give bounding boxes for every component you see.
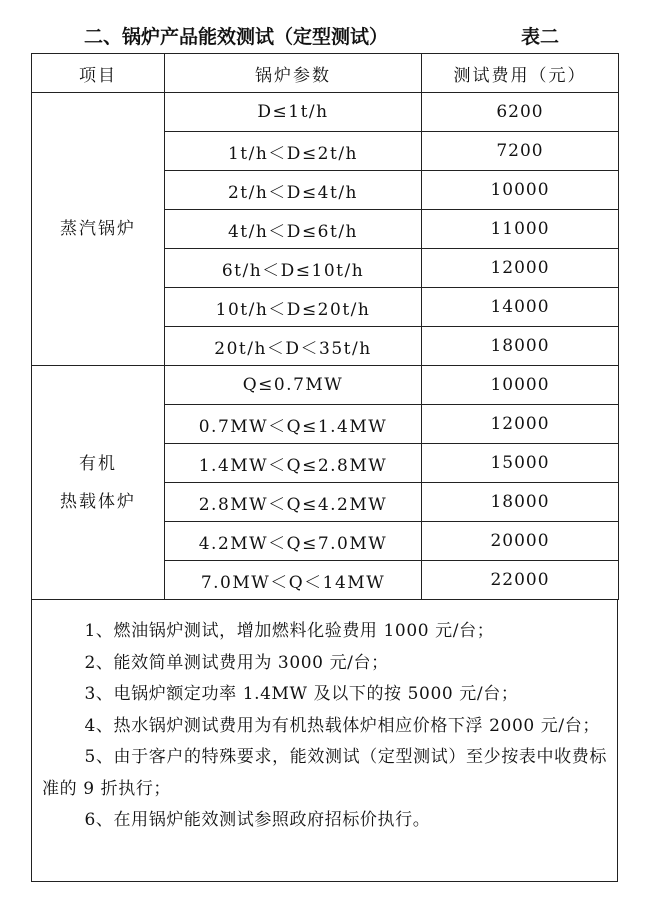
table-row (32, 93, 619, 132)
fee-cell: 6200 (422, 93, 619, 132)
param-cell: 4t/h＜D≤6t/h (165, 210, 422, 249)
header-test-fee: 测试费用（元） (422, 54, 619, 93)
fee-cell: 18000 (422, 483, 619, 522)
fee-table (31, 53, 619, 600)
note-item: 1、燃油锅炉测试，增加燃料化验费用 1000 元/台； (84, 621, 495, 641)
param-cell: 20t/h＜D＜35t/h (165, 327, 422, 366)
param-cell: Q≤0.7MW (165, 366, 422, 405)
fee-cell: 12000 (422, 405, 619, 444)
param-cell: 0.7MW＜Q≤1.4MW (165, 405, 422, 444)
page-title: 二、锅炉产品能效测试（定型测试） (84, 26, 389, 48)
group-label-steam-boiler (32, 93, 165, 366)
note-item: 4、热水锅炉测试费用为有机热载体炉相应价格下浮 2000 元/台； (84, 715, 600, 736)
group-label-line: 热载体炉 (60, 491, 136, 512)
title-row (0, 22, 655, 50)
fee-cell: 18000 (422, 327, 619, 366)
header-item: 项目 (32, 54, 165, 93)
fee-cell: 12000 (422, 249, 619, 288)
note-item: 6、在用锅炉能效测试参照政府招标价执行。 (84, 810, 431, 830)
fee-cell: 11000 (422, 210, 619, 249)
fee-cell: 10000 (422, 366, 619, 405)
param-cell: 2.8MW＜Q≤4.2MW (165, 483, 422, 522)
fee-cell: 22000 (422, 561, 619, 600)
param-cell: 4.2MW＜Q≤7.0MW (165, 522, 422, 561)
param-cell: 1.4MW＜Q≤2.8MW (165, 444, 422, 483)
group-label-line: 有机 (79, 453, 117, 474)
group-label-line: 蒸汽锅炉 (60, 219, 136, 239)
group-label-organic-heat-carrier (32, 366, 165, 600)
table-row (32, 366, 619, 405)
param-cell: 2t/h＜D≤4t/h (165, 171, 422, 210)
param-cell: 6t/h＜D≤10t/h (165, 249, 422, 288)
note-item: 5、由于客户的特殊要求，能效测试（定型测试）至少按表中收费标准的 9 折执行； (42, 747, 607, 799)
table-number: 表二 (521, 26, 560, 48)
header-boiler-parameter: 锅炉参数 (165, 54, 422, 93)
note-item: 3、电锅炉额定功率 1.4MW 及以下的按 5000 元/台； (84, 684, 519, 704)
notes-section (31, 600, 618, 882)
fee-cell: 10000 (422, 171, 619, 210)
fee-cell: 7200 (422, 132, 619, 171)
param-cell: D≤1t/h (165, 93, 422, 132)
fee-cell: 14000 (422, 288, 619, 327)
param-cell: 7.0MW＜Q＜14MW (165, 561, 422, 600)
table-header-row (32, 54, 619, 93)
param-cell: 1t/h＜D≤2t/h (165, 132, 422, 171)
note-item: 2、能效简单测试费用为 3000 元/台； (84, 652, 389, 673)
fee-cell: 15000 (422, 444, 619, 483)
fee-cell: 20000 (422, 522, 619, 561)
param-cell: 10t/h＜D≤20t/h (165, 288, 422, 327)
